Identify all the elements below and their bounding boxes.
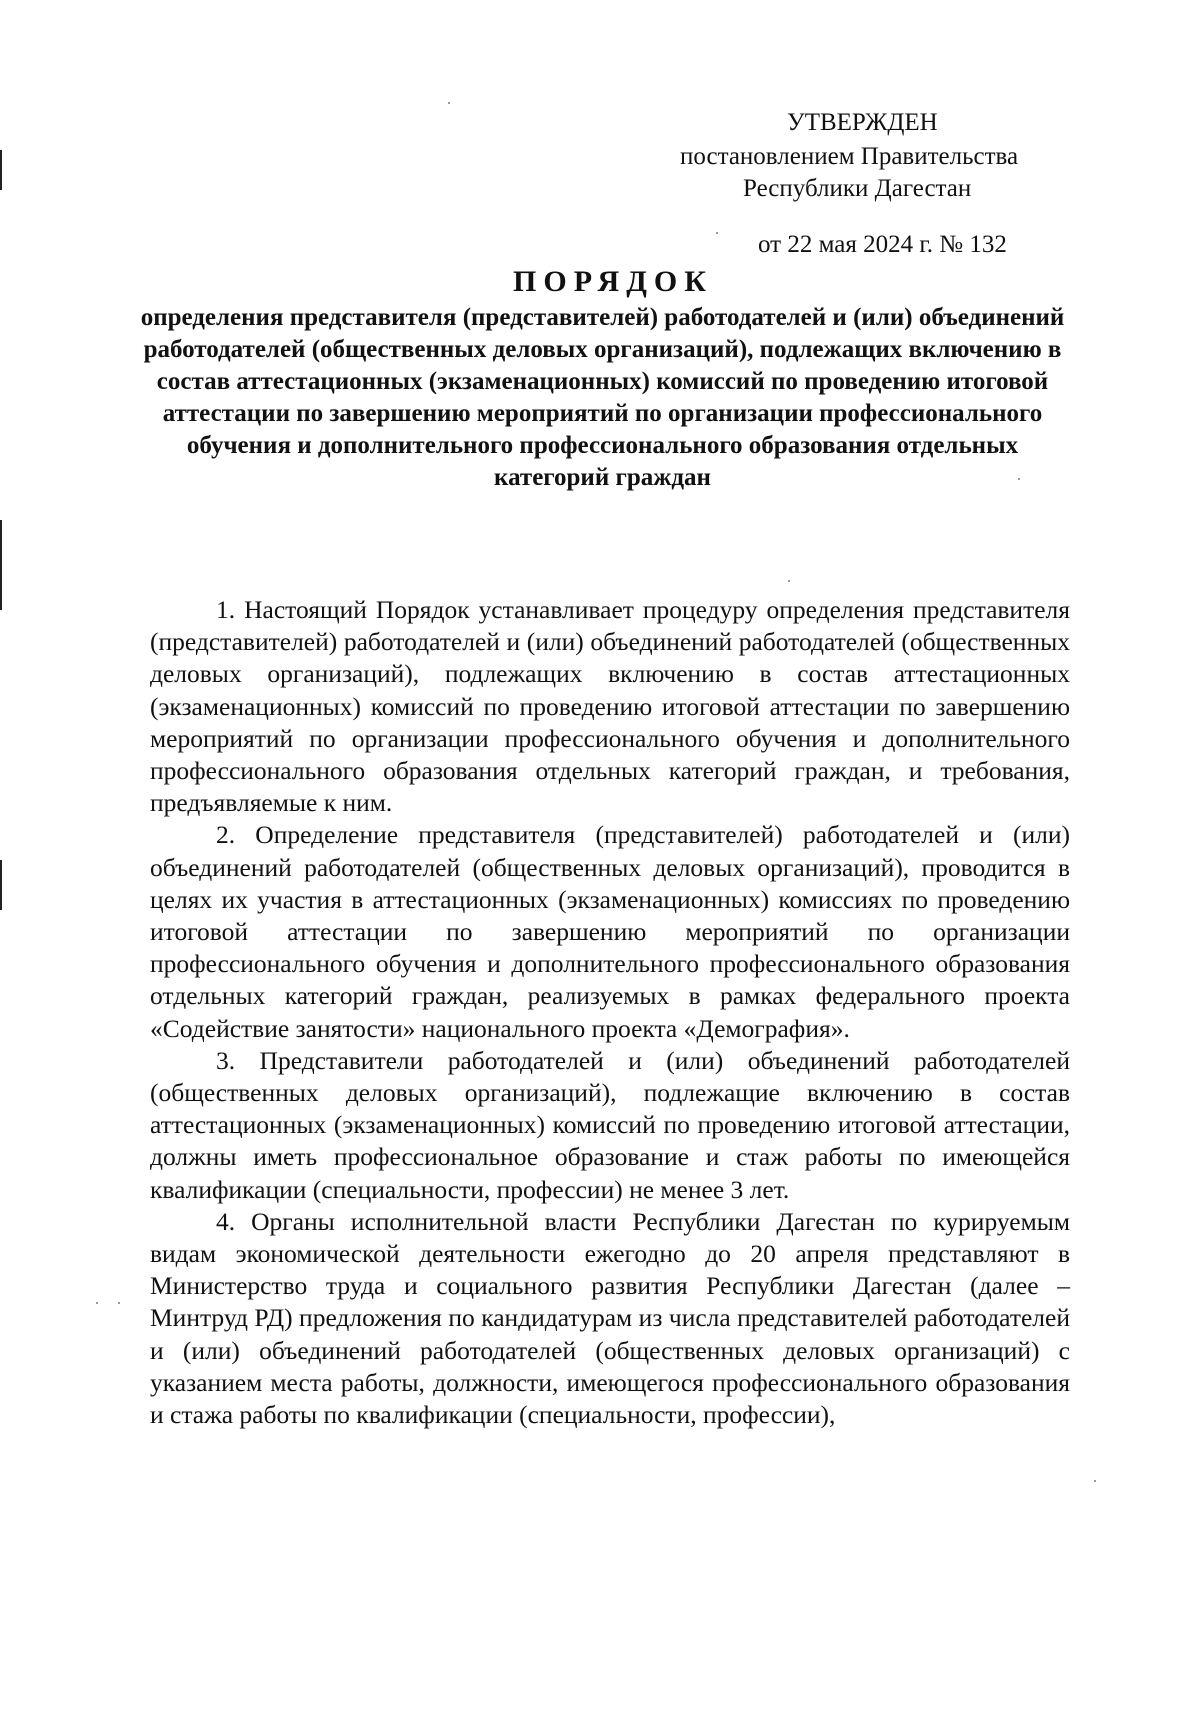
approval-title: УТВЕРЖДЕН	[787, 109, 938, 136]
scan-speck	[118, 1302, 120, 1304]
scan-speck	[96, 1302, 98, 1304]
scan-edge-mark	[0, 150, 2, 190]
document-subtitle: определения представителя (представителей) работодателей и (или) объединений работодателей (общественных деловых организаций), подлежащих включению в состав аттестационных (экзаменационных) комиссий по проведению итоговой аттестации по завершению мероприятий по организации профессионального обучения и дополнительного профессионального образования отдельных категорий граждан	[140, 304, 1065, 491]
scan-speck	[788, 580, 790, 582]
approval-date: от 22 мая 2024 г. № 132	[758, 231, 1007, 258]
paragraph: 4. Органы исполнительной власти Республики Дагестан по курируемым видам экономической деятельности ежегодно до 20 апреля представляют в Министерство труда и социального развития Республики Дагестан (далее – Минтруд РД) предложения по кандидатурам из числа представителей работодателей и (или) объединений работодателей (общественных деловых организаций) с указанием места работы, должности, имеющегося профессионального образования и стажа работы по квалификации (специальности, профессии),	[150, 1206, 1070, 1430]
scan-edge-mark	[0, 860, 2, 910]
scan-edge-mark	[0, 520, 2, 610]
scan-speck	[448, 102, 450, 104]
approval-line: постановлением Правительства	[680, 143, 1019, 170]
paragraph: 2. Определение представителя (представителей) работодателей и (или) объединений работодателей (общественных деловых организаций), проводится в целях их участия в аттестационных (экзаменационных) комиссиях по проведению итоговой аттестации по завершению мероприятий по организации профессионального обучения и дополнительного профессионального образования отдельных категорий граждан, реализуемых в рамках федерального проекта «Содействие занятости» национального проекта «Демография».	[150, 820, 1070, 1043]
approval-line: Республики Дагестан	[743, 175, 972, 202]
scan-speck	[1094, 1480, 1096, 1482]
paragraph: 3. Представители работодателей и (или) объединений работодателей (общественных деловых организаций), подлежащие включению в состав аттестационных (экзаменационных) комиссий по проведению итоговой аттестации, должны иметь профессиональное образование и стаж работы по имеющейся квалификации (специальности, профессии) не менее 3 лет.	[150, 1045, 1070, 1204]
document-body	[150, 594, 1070, 1431]
paragraph: 1. Настоящий Порядок устанавливает процедуру определения представителя (представителей) работодателей и (или) объединений работодателей (общественных деловых организаций), подлежащих включению в состав аттестационных (экзаменационных) комиссий по проведению итоговой аттестации по завершению мероприятий по организации профессионального обучения и дополнительного профессионального образования отдельных категорий граждан, и требования, предъявляемые к ним.	[150, 595, 1070, 818]
scan-speck	[716, 232, 718, 234]
document-title: ПОРЯДОК	[513, 265, 713, 298]
